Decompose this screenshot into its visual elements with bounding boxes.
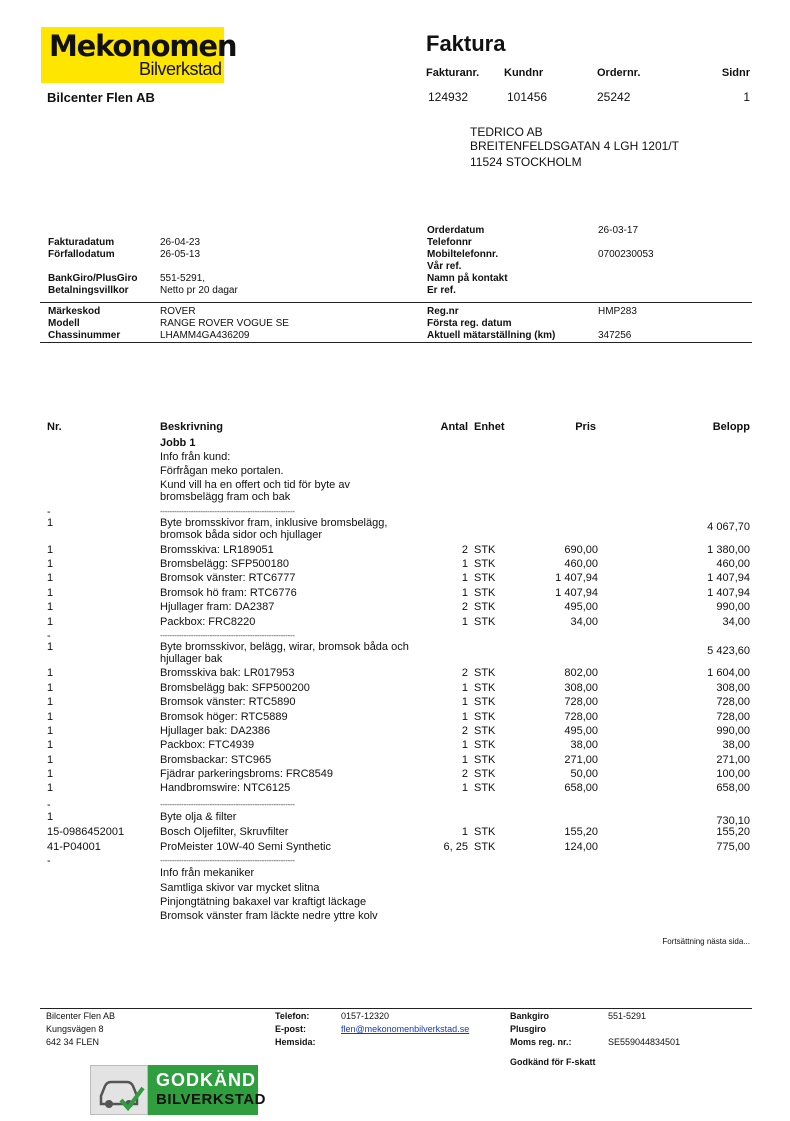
cell-qty: 1 bbox=[461, 826, 468, 838]
cell-price: 271,00 bbox=[564, 754, 598, 766]
cell-desc: Bromsbelägg bak: SFP500200 bbox=[160, 682, 310, 694]
footer-value-moms: SE559044834501 bbox=[608, 1037, 681, 1047]
cell-qty: 1 bbox=[461, 587, 468, 599]
cell-nr: 1 bbox=[47, 558, 54, 570]
cell-amount: 728,00 bbox=[716, 696, 750, 708]
cell-qty: 1 bbox=[461, 558, 468, 570]
info-value-orderdatum: 26-03-17 bbox=[598, 225, 639, 236]
table-row bbox=[0, 558, 790, 572]
cell-desc: Hjullager bak: DA2386 bbox=[160, 725, 271, 737]
cell-qty: 1 bbox=[461, 754, 468, 766]
badge-line1: GODKÄND bbox=[156, 1070, 256, 1090]
cell-nr: 1 bbox=[47, 616, 54, 628]
intro-line-1: Info från kund: bbox=[160, 451, 231, 463]
footer-address-2: Kungsvägen 8 bbox=[46, 1024, 104, 1034]
cell-desc: Packbox: FRC8220 bbox=[160, 616, 256, 628]
divider-footer bbox=[40, 1008, 752, 1009]
info-label-namn-kontakt: Namn på kontakt bbox=[427, 273, 508, 284]
header-label-sidnr: Sidnr bbox=[721, 67, 750, 79]
info-value-mobiltelefonnr: 0700230053 bbox=[598, 249, 654, 260]
cell-desc: --------------------------------------------------------- bbox=[160, 800, 295, 809]
table-row bbox=[0, 682, 790, 696]
cell-unit: STK bbox=[474, 782, 496, 794]
info-value-betalningsvillkor: Netto pr 20 dagar bbox=[160, 285, 238, 296]
table-row bbox=[0, 811, 790, 825]
cell-nr: 1 bbox=[47, 601, 54, 613]
cell-amount: 730,10 bbox=[716, 815, 750, 827]
cell-price: 1 407,94 bbox=[555, 587, 598, 599]
cell-qty: 6, 25 bbox=[443, 841, 468, 853]
cell-amount: 460,00 bbox=[716, 558, 750, 570]
footer-label-hemsida: Hemsida: bbox=[275, 1037, 316, 1047]
cell-desc: Bromsok vänster: RTC5890 bbox=[160, 696, 296, 708]
cell-price: 495,00 bbox=[564, 725, 598, 737]
col-header-unit: Enhet bbox=[474, 421, 505, 433]
cell-qty: 2 bbox=[461, 725, 468, 737]
cell-unit: STK bbox=[474, 682, 496, 694]
cell-nr: 1 bbox=[47, 711, 54, 723]
cell-amount: 4 067,70 bbox=[707, 521, 750, 533]
header-label-kundnr: Kundnr bbox=[504, 67, 544, 79]
info-label-orderdatum: Orderdatum bbox=[427, 225, 485, 236]
continuation-note: Fortsättning nästa sida... bbox=[662, 937, 750, 946]
cell-qty: 2 bbox=[461, 601, 468, 613]
recipient-line-3: 11524 STOCKHOLM bbox=[470, 155, 582, 169]
cell-desc: Bromsskiva: LR189051 bbox=[160, 544, 274, 556]
table-row bbox=[0, 587, 790, 601]
intro-line-2: Förfrågan meko portalen. bbox=[160, 465, 284, 477]
header-value-sidnr: 1 bbox=[743, 90, 750, 104]
cell-price: 1 407,94 bbox=[555, 572, 598, 584]
cell-nr: 1 bbox=[47, 517, 54, 529]
vehicle-label-chassinummer: Chassinummer bbox=[48, 330, 121, 341]
info-label-betalningsvillkor: Betalningsvillkor bbox=[48, 285, 129, 296]
cell-nr: 1 bbox=[47, 667, 54, 679]
company-name: Bilcenter Flen AB bbox=[47, 90, 155, 105]
cell-qty: 1 bbox=[461, 616, 468, 628]
cell-qty: 1 bbox=[461, 696, 468, 708]
cell-desc: Packbox: FTC4939 bbox=[160, 739, 255, 751]
godkand-bilverkstad-badge bbox=[90, 1065, 266, 1115]
divider-vehicle bbox=[40, 342, 752, 343]
job-title: Jobb 1 bbox=[160, 437, 196, 449]
cell-amount: 775,00 bbox=[716, 841, 750, 853]
cell-qty: 1 bbox=[461, 572, 468, 584]
cell-nr: 1 bbox=[47, 696, 54, 708]
cell-nr: - bbox=[47, 855, 51, 867]
table-row bbox=[0, 826, 790, 840]
cell-price: 155,20 bbox=[564, 826, 598, 838]
cell-nr: 1 bbox=[47, 641, 54, 653]
logo-line2: Bilverkstad bbox=[139, 59, 222, 79]
cell-nr: - bbox=[47, 630, 51, 642]
cell-unit: STK bbox=[474, 826, 496, 838]
footer-address-3: 642 34 FLEN bbox=[46, 1037, 100, 1047]
header-value-kundnr: 101456 bbox=[507, 90, 548, 104]
cell-unit: STK bbox=[474, 616, 496, 628]
cell-nr: 41-P04001 bbox=[47, 841, 101, 853]
table-row bbox=[0, 711, 790, 725]
info-value-bankgiro: 551-5291, bbox=[160, 273, 206, 284]
cell-unit: STK bbox=[474, 558, 496, 570]
cell-price: 460,00 bbox=[564, 558, 598, 570]
cell-desc: Fjädrar parkeringsbroms: FRC8549 bbox=[160, 768, 334, 780]
vehicle-label-markeskod: Märkeskod bbox=[48, 306, 101, 317]
cell-amount: 1 407,94 bbox=[707, 572, 750, 584]
table-row bbox=[0, 641, 790, 665]
cell-desc: Hjullager fram: DA2387 bbox=[160, 601, 275, 613]
recipient-line-1: TEDRICO AB bbox=[470, 125, 543, 139]
cell-nr: 1 bbox=[47, 587, 54, 599]
cell-unit: STK bbox=[474, 725, 496, 737]
cell-nr: 15-0986452001 bbox=[47, 826, 125, 838]
cell-nr: 1 bbox=[47, 682, 54, 694]
cell-nr: 1 bbox=[47, 754, 54, 766]
cell-price: 124,00 bbox=[564, 841, 598, 853]
cell-desc: ProMeister 10W-40 Semi Synthetic bbox=[160, 841, 331, 853]
cell-price: 34,00 bbox=[570, 616, 598, 628]
cell-amount: 5 423,60 bbox=[707, 645, 750, 657]
cell-amount: 990,00 bbox=[716, 601, 750, 613]
table-row bbox=[0, 739, 790, 753]
cell-desc: Handbromswire: NTC6125 bbox=[160, 782, 291, 794]
cell-desc: Bosch Oljefilter, Skruvfilter bbox=[160, 826, 289, 838]
mechanic-note-3: Pinjongtätning bakaxel var kraftigt läckage bbox=[160, 896, 367, 908]
cell-nr: 1 bbox=[47, 782, 54, 794]
cell-unit: STK bbox=[474, 841, 496, 853]
cell-amount: 271,00 bbox=[716, 754, 750, 766]
table-row bbox=[0, 667, 790, 681]
header-value-fakturanr: 124932 bbox=[428, 90, 469, 104]
cell-qty: 2 bbox=[461, 768, 468, 780]
cell-unit: STK bbox=[474, 754, 496, 766]
mekonomen-logo bbox=[41, 27, 237, 83]
cell-nr: - bbox=[47, 799, 51, 811]
cell-desc: Bromsok vänster: RTC6777 bbox=[160, 572, 296, 584]
info-label-var-ref: Vår ref. bbox=[427, 261, 462, 272]
cell-desc: Bromsok höger: RTC5889 bbox=[160, 711, 288, 723]
table-row bbox=[0, 696, 790, 710]
info-label-fakturadatum: Fakturadatum bbox=[48, 237, 115, 248]
table-row bbox=[0, 544, 790, 558]
cell-desc: Bromsskiva bak: LR017953 bbox=[160, 667, 295, 679]
cell-unit: STK bbox=[474, 696, 496, 708]
table-row bbox=[0, 517, 790, 541]
footer-value-telefon: 0157-12320 bbox=[341, 1011, 390, 1021]
badge-line2: BILVERKSTAD bbox=[156, 1091, 266, 1108]
cell-price: 50,00 bbox=[570, 768, 598, 780]
cell-qty: 1 bbox=[461, 682, 468, 694]
header-label-ordernr: Ordernr. bbox=[597, 67, 641, 79]
col-header-desc: Beskrivning bbox=[160, 421, 223, 433]
vehicle-value-modell: RANGE ROVER VOGUE SE bbox=[160, 318, 289, 329]
mechanic-note-1: Info från mekaniker bbox=[160, 867, 255, 879]
info-value-fakturadatum: 26-04-23 bbox=[160, 237, 201, 248]
table-row bbox=[0, 572, 790, 586]
cell-price: 728,00 bbox=[564, 696, 598, 708]
cell-qty: 1 bbox=[461, 782, 468, 794]
cell-desc: Byte bromsskivor, belägg, wirar, bromsok båda och hjullager bak bbox=[160, 641, 409, 665]
info-label-bankgiro: BankGiro/PlusGiro bbox=[48, 273, 138, 284]
car-check-icon bbox=[90, 1065, 148, 1115]
cell-unit: STK bbox=[474, 739, 496, 751]
footer-label-epost: E-post: bbox=[275, 1024, 306, 1034]
cell-price: 802,00 bbox=[564, 667, 598, 679]
table-row bbox=[0, 782, 790, 796]
doc-title: Faktura bbox=[426, 31, 506, 56]
cell-amount: 658,00 bbox=[716, 782, 750, 794]
cell-unit: STK bbox=[474, 711, 496, 723]
table-row bbox=[0, 616, 790, 630]
table-row bbox=[0, 841, 790, 855]
cell-amount: 100,00 bbox=[716, 768, 750, 780]
footer-address-1: Bilcenter Flen AB bbox=[46, 1011, 116, 1021]
table-row bbox=[0, 725, 790, 739]
vehicle-label-regnr: Reg.nr bbox=[427, 306, 459, 317]
footer-label-telefon: Telefon: bbox=[275, 1011, 310, 1021]
footer-email-link[interactable]: flen@mekonomenbilverkstad.se bbox=[341, 1024, 470, 1034]
mechanic-note-2: Samtliga skivor var mycket slitna bbox=[160, 882, 320, 894]
cell-nr: - bbox=[47, 506, 51, 518]
cell-qty: 2 bbox=[461, 667, 468, 679]
footer-label-moms: Moms reg. nr.: bbox=[510, 1037, 572, 1047]
cell-nr: 1 bbox=[47, 725, 54, 737]
vehicle-value-chassinummer: LHAMM4GA436209 bbox=[160, 330, 250, 341]
info-label-forfallodatum: Förfallodatum bbox=[48, 249, 115, 260]
table-row bbox=[0, 768, 790, 782]
vehicle-value-matarstallning: 347256 bbox=[598, 330, 632, 341]
separator-row bbox=[0, 855, 790, 869]
col-header-qty: Antal bbox=[440, 421, 468, 433]
recipient-line-2: BREITENFELDSGATAN 4 LGH 1201/T bbox=[470, 139, 679, 153]
header-label-fakturanr: Fakturanr. bbox=[426, 67, 480, 79]
cell-unit: STK bbox=[474, 768, 496, 780]
vehicle-value-markeskod: ROVER bbox=[160, 306, 196, 317]
cell-qty: 1 bbox=[461, 739, 468, 751]
footer-value-bankgiro: 551-5291 bbox=[608, 1011, 647, 1021]
divider-top bbox=[40, 302, 752, 303]
cell-nr: 1 bbox=[47, 544, 54, 556]
footer-label-plusgiro: Plusgiro bbox=[510, 1024, 547, 1034]
info-label-telefonnr: Telefonnr bbox=[427, 237, 472, 248]
cell-amount: 155,20 bbox=[716, 826, 750, 838]
info-label-mobiltelefonnr: Mobiltelefonnr. bbox=[427, 249, 499, 260]
cell-desc: --------------------------------------------------------- bbox=[160, 856, 295, 865]
col-header-price: Pris bbox=[575, 421, 596, 433]
cell-desc: Bromsbelägg: SFP500180 bbox=[160, 558, 290, 570]
table-row bbox=[0, 601, 790, 615]
cell-amount: 1 407,94 bbox=[707, 587, 750, 599]
header-value-ordernr: 25242 bbox=[597, 90, 631, 104]
cell-unit: STK bbox=[474, 601, 496, 613]
cell-desc: Byte olja & filter bbox=[160, 811, 237, 823]
cell-desc: Bromsbackar: STC965 bbox=[160, 754, 272, 766]
cell-amount: 34,00 bbox=[722, 616, 750, 628]
mechanic-note-4: Bromsok vänster fram läckte nedre yttre kolv bbox=[160, 910, 378, 922]
cell-desc: Byte bromsskivor fram, inklusive bromsbelägg, bromsok båda sidor och hjullager bbox=[160, 517, 388, 541]
cell-price: 495,00 bbox=[564, 601, 598, 613]
cell-unit: STK bbox=[474, 572, 496, 584]
cell-price: 690,00 bbox=[564, 544, 598, 556]
intro-line-3: Kund vill ha en offert och tid för byte av bromsbelägg fram och bak bbox=[160, 479, 350, 503]
cell-nr: 1 bbox=[47, 768, 54, 780]
table-row bbox=[0, 754, 790, 768]
col-header-amount: Belopp bbox=[712, 421, 750, 433]
vehicle-value-regnr: HMP283 bbox=[598, 306, 637, 317]
vehicle-label-matarstallning: Aktuell mätarställning (km) bbox=[427, 330, 556, 341]
vehicle-label-forsta-reg: Första reg. datum bbox=[427, 318, 512, 329]
cell-amount: 1 604,00 bbox=[707, 667, 750, 679]
cell-desc: --------------------------------------------------------- bbox=[160, 507, 295, 516]
info-value-forfallodatum: 26-05-13 bbox=[160, 249, 201, 260]
cell-unit: STK bbox=[474, 587, 496, 599]
cell-qty: 1 bbox=[461, 711, 468, 723]
col-header-nr: Nr. bbox=[47, 421, 62, 433]
cell-amount: 38,00 bbox=[722, 739, 750, 751]
cell-amount: 308,00 bbox=[716, 682, 750, 694]
cell-qty: 2 bbox=[461, 544, 468, 556]
cell-unit: STK bbox=[474, 544, 496, 556]
cell-unit: STK bbox=[474, 667, 496, 679]
info-label-er-ref: Er ref. bbox=[427, 285, 456, 296]
cell-price: 728,00 bbox=[564, 711, 598, 723]
cell-nr: 1 bbox=[47, 572, 54, 584]
cell-price: 658,00 bbox=[564, 782, 598, 794]
cell-amount: 990,00 bbox=[716, 725, 750, 737]
footer-label-bankgiro: Bankgiro bbox=[510, 1011, 550, 1021]
cell-amount: 728,00 bbox=[716, 711, 750, 723]
cell-price: 308,00 bbox=[564, 682, 598, 694]
vehicle-label-modell: Modell bbox=[48, 318, 80, 329]
cell-amount: 1 380,00 bbox=[707, 544, 750, 556]
cell-price: 38,00 bbox=[570, 739, 598, 751]
cell-nr: 1 bbox=[47, 811, 54, 823]
logo-line1: Mekonomen bbox=[49, 29, 237, 63]
cell-desc: Bromsok hö fram: RTC6776 bbox=[160, 587, 297, 599]
cell-nr: 1 bbox=[47, 739, 54, 751]
footer-tax-note: Godkänd för F-skatt bbox=[510, 1057, 596, 1067]
cell-desc: --------------------------------------------------------- bbox=[160, 631, 295, 640]
